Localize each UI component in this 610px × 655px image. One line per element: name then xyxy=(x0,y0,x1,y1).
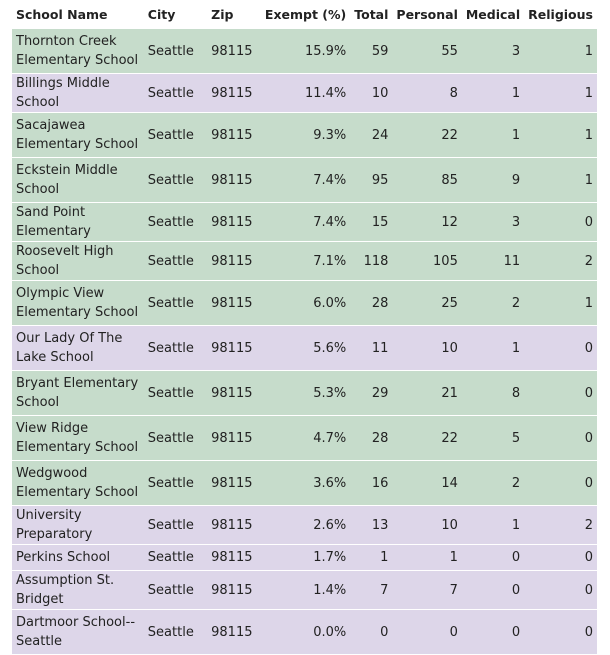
total-cell: 28 xyxy=(350,416,392,460)
religious-cell: 1 xyxy=(524,113,597,157)
table-row xyxy=(12,416,597,460)
religious-cell: 0 xyxy=(524,416,597,460)
city-cell: Seattle xyxy=(144,74,207,112)
total-cell: 29 xyxy=(350,371,392,415)
table-row xyxy=(12,281,597,325)
religious-cell: 2 xyxy=(524,506,597,544)
total-cell: 59 xyxy=(350,29,392,73)
medical-cell: 3 xyxy=(462,203,524,241)
school-name-cell: Perkins School xyxy=(12,545,144,570)
personal-cell: 14 xyxy=(392,461,461,505)
header-zip[interactable]: Zip xyxy=(211,7,234,22)
total-cell: 16 xyxy=(350,461,392,505)
school-name-cell: Bryant Elementary School xyxy=(12,371,144,415)
religious-cell: 1 xyxy=(524,158,597,202)
medical-cell: 0 xyxy=(462,571,524,609)
table-row xyxy=(12,242,597,280)
medical-cell: 0 xyxy=(462,545,524,570)
zip-cell: 98115 xyxy=(207,371,261,415)
table-row xyxy=(12,29,597,73)
table-row xyxy=(12,113,597,157)
exempt-cell: 0.0% xyxy=(261,610,350,654)
exempt-cell: 2.6% xyxy=(261,506,350,544)
zip-cell: 98115 xyxy=(207,461,261,505)
city-cell: Seattle xyxy=(144,113,207,157)
personal-cell: 1 xyxy=(392,545,461,570)
exempt-cell: 6.0% xyxy=(261,281,350,325)
exempt-cell: 5.6% xyxy=(261,326,350,370)
personal-cell: 21 xyxy=(392,371,461,415)
personal-cell: 22 xyxy=(392,416,461,460)
zip-cell: 98115 xyxy=(207,545,261,570)
personal-cell: 55 xyxy=(392,29,461,73)
city-cell: Seattle xyxy=(144,545,207,570)
personal-cell: 8 xyxy=(392,74,461,112)
exempt-cell: 7.1% xyxy=(261,242,350,280)
religious-cell: 1 xyxy=(524,281,597,325)
zip-cell: 98115 xyxy=(207,74,261,112)
medical-cell: 1 xyxy=(462,74,524,112)
city-cell: Seattle xyxy=(144,371,207,415)
exempt-cell: 3.6% xyxy=(261,461,350,505)
religious-cell: 0 xyxy=(524,326,597,370)
city-cell: Seattle xyxy=(144,326,207,370)
personal-cell: 0 xyxy=(392,610,461,654)
total-cell: 15 xyxy=(350,203,392,241)
school-name-cell: Olympic View Elementary School xyxy=(12,281,144,325)
religious-cell: 0 xyxy=(524,461,597,505)
zip-cell: 98115 xyxy=(207,113,261,157)
personal-cell: 105 xyxy=(392,242,461,280)
medical-cell: 2 xyxy=(462,461,524,505)
exempt-cell: 7.4% xyxy=(261,158,350,202)
school-name-cell: Sand Point Elementary xyxy=(12,203,144,241)
total-cell: 10 xyxy=(350,74,392,112)
personal-cell: 12 xyxy=(392,203,461,241)
religious-cell: 1 xyxy=(524,74,597,112)
zip-cell: 98115 xyxy=(207,416,261,460)
city-cell: Seattle xyxy=(144,506,207,544)
personal-cell: 7 xyxy=(392,571,461,609)
table-header xyxy=(12,1,597,28)
city-cell: Seattle xyxy=(144,571,207,609)
medical-cell: 0 xyxy=(462,610,524,654)
religious-cell: 0 xyxy=(524,545,597,570)
religious-cell: 0 xyxy=(524,203,597,241)
table-row xyxy=(12,158,597,202)
header-personal[interactable]: Personal xyxy=(396,7,458,22)
zip-cell: 98115 xyxy=(207,281,261,325)
total-cell: 11 xyxy=(350,326,392,370)
religious-cell: 0 xyxy=(524,371,597,415)
exempt-cell: 7.4% xyxy=(261,203,350,241)
total-cell: 24 xyxy=(350,113,392,157)
religious-cell: 0 xyxy=(524,610,597,654)
medical-cell: 1 xyxy=(462,506,524,544)
city-cell: Seattle xyxy=(144,203,207,241)
medical-cell: 2 xyxy=(462,281,524,325)
school-name-cell: Wedgwood Elementary School xyxy=(12,461,144,505)
exempt-cell: 11.4% xyxy=(261,74,350,112)
personal-cell: 25 xyxy=(392,281,461,325)
personal-cell: 10 xyxy=(392,326,461,370)
header-exempt[interactable]: Exempt (%) xyxy=(264,7,347,22)
table-row xyxy=(12,203,597,241)
total-cell: 28 xyxy=(350,281,392,325)
total-cell: 1 xyxy=(350,545,392,570)
zip-cell: 98115 xyxy=(207,571,261,609)
total-cell: 95 xyxy=(350,158,392,202)
total-cell: 118 xyxy=(350,242,392,280)
zip-cell: 98115 xyxy=(207,158,261,202)
religious-cell: 2 xyxy=(524,242,597,280)
medical-cell: 1 xyxy=(462,113,524,157)
table-row xyxy=(12,545,597,570)
school-name-cell: Roosevelt High School xyxy=(12,242,144,280)
medical-cell: 9 xyxy=(462,158,524,202)
total-cell: 0 xyxy=(350,610,392,654)
table-row xyxy=(12,610,597,654)
city-cell: Seattle xyxy=(144,242,207,280)
exemption-table xyxy=(12,0,597,655)
medical-cell: 11 xyxy=(462,242,524,280)
zip-cell: 98115 xyxy=(207,506,261,544)
header-school-name[interactable]: School Name xyxy=(16,7,108,22)
city-cell: Seattle xyxy=(144,158,207,202)
medical-cell: 3 xyxy=(462,29,524,73)
header-city[interactable]: City xyxy=(147,7,176,22)
city-cell: Seattle xyxy=(144,461,207,505)
exempt-cell: 1.4% xyxy=(261,571,350,609)
table-row xyxy=(12,371,597,415)
religious-cell: 0 xyxy=(524,571,597,609)
table-body xyxy=(12,29,597,654)
medical-cell: 8 xyxy=(462,371,524,415)
header-religious[interactable]: Religious xyxy=(528,7,593,22)
table-row xyxy=(12,571,597,609)
total-cell: 13 xyxy=(350,506,392,544)
zip-cell: 98115 xyxy=(207,242,261,280)
exempt-cell: 4.7% xyxy=(261,416,350,460)
school-name-cell: University Preparatory xyxy=(12,506,144,544)
zip-cell: 98115 xyxy=(207,610,261,654)
city-cell: Seattle xyxy=(144,29,207,73)
school-name-cell: View Ridge Elementary School xyxy=(12,416,144,460)
school-name-cell: Our Lady Of The Lake School xyxy=(12,326,144,370)
school-name-cell: Assumption St. Bridget xyxy=(12,571,144,609)
exempt-cell: 1.7% xyxy=(261,545,350,570)
personal-cell: 85 xyxy=(392,158,461,202)
table-row xyxy=(12,74,597,112)
school-name-cell: Eckstein Middle School xyxy=(12,158,144,202)
personal-cell: 22 xyxy=(392,113,461,157)
school-name-cell: Sacajawea Elementary School xyxy=(12,113,144,157)
medical-cell: 1 xyxy=(462,326,524,370)
header-row xyxy=(12,1,597,28)
exempt-cell: 15.9% xyxy=(261,29,350,73)
medical-cell: 5 xyxy=(462,416,524,460)
school-name-cell: Thornton Creek Elementary School xyxy=(12,29,144,73)
zip-cell: 98115 xyxy=(207,326,261,370)
table-row xyxy=(12,506,597,544)
school-name-cell: Dartmoor School--Seattle xyxy=(12,610,144,654)
header-medical[interactable]: Medical xyxy=(465,7,521,22)
city-cell: Seattle xyxy=(144,610,207,654)
zip-cell: 98115 xyxy=(207,29,261,73)
table-row xyxy=(12,326,597,370)
header-total[interactable]: Total xyxy=(354,7,389,22)
personal-cell: 10 xyxy=(392,506,461,544)
exempt-cell: 9.3% xyxy=(261,113,350,157)
total-cell: 7 xyxy=(350,571,392,609)
religious-cell: 1 xyxy=(524,29,597,73)
zip-cell: 98115 xyxy=(207,203,261,241)
exempt-cell: 5.3% xyxy=(261,371,350,415)
school-name-cell: Billings Middle School xyxy=(12,74,144,112)
table-row xyxy=(12,461,597,505)
city-cell: Seattle xyxy=(144,281,207,325)
city-cell: Seattle xyxy=(144,416,207,460)
